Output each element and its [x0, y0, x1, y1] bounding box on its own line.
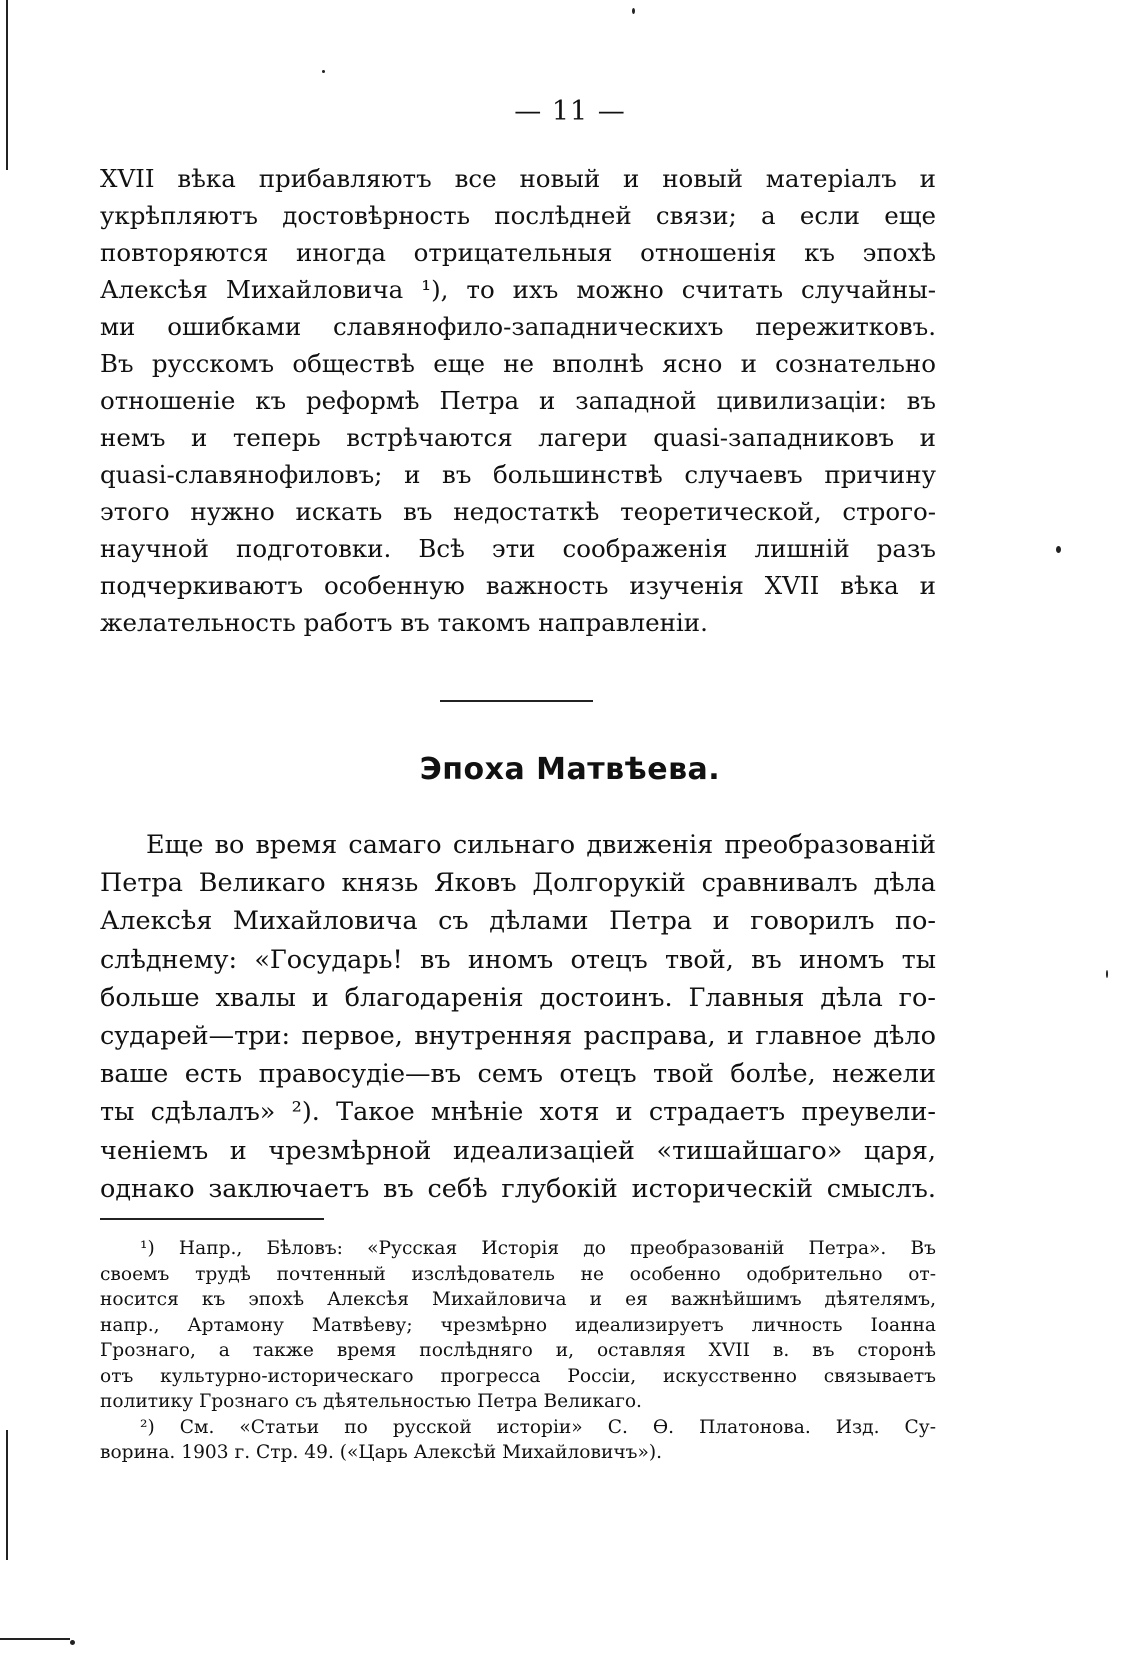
footnotes	[100, 1236, 936, 1466]
footnote-1-line	[100, 1236, 936, 1262]
text-line: ваше есть правосудіе—въ семъ отецъ твой болѣе, нежели	[100, 1059, 936, 1090]
footnote-2-text: См. «Статьи по русской исторіи» С. Ѳ. Платонова. Изд. Су-	[179, 1416, 936, 1438]
text-line: сударей—три: первое, внутренняя расправа, и главное дѣло	[100, 1021, 936, 1052]
scan-speck	[1056, 546, 1061, 553]
text-line: немъ и теперь встрѣчаются лагери quasi-западниковъ и	[100, 423, 936, 452]
text-line: слѣднему: «Государь! въ иномъ отецъ твой, въ иномъ ты	[100, 944, 936, 975]
scan-speck	[322, 70, 325, 73]
text-line: ченіемъ и чрезмѣрной идеализаціей «тишайшаго» царя,	[100, 1135, 936, 1166]
text-line: однако заключаетъ въ себѣ глубокій историческій смыслъ.	[100, 1173, 936, 1204]
text-line	[100, 826, 936, 864]
footnote-1-text: Напр., Бѣловъ: «Русская Исторія до преобразованій Петра». Въ	[178, 1238, 936, 1259]
text-line: Петра Великаго князь Яковъ Долгорукій сравнивалъ дѣла	[100, 868, 936, 899]
section-title: Эпоха Матвѣева.	[419, 752, 721, 787]
footnote-1-line: Грознаго, а также время послѣдняго и, оставляя XVII в. въ сторонѣ	[100, 1340, 936, 1361]
scan-speck	[1106, 970, 1108, 978]
footnote-divider	[100, 1218, 324, 1220]
footnote-1-line: политику Грознаго съ дѣятельностью Петра Великаго.	[100, 1391, 642, 1412]
scan-edge-left-top	[6, 0, 8, 170]
scan-edge-left-bottom	[6, 1430, 8, 1560]
text-line: XVII вѣка прибавляютъ все новый и новый матеріалъ и	[100, 164, 936, 193]
text-line: желательность работъ въ такомъ направленіи.	[100, 608, 708, 637]
footnote-1-line: напр., Артамону Матвѣеву; чрезмѣрно идеализируетъ личность Іоанна	[100, 1314, 936, 1336]
text-line: Алексѣя Михайловича ¹), то ихъ можно считать случайны-	[100, 275, 936, 304]
paragraph-opening	[100, 826, 936, 1208]
footnote-2-marker: ²)	[140, 1416, 155, 1438]
text-line: отношеніе къ реформѣ Петра и западной цивилизаціи: въ	[100, 386, 936, 415]
text-line: больше хвалы и благодаренія достоинъ. Главныя дѣла го-	[100, 982, 936, 1013]
text-line: quasi-славянофиловъ; и въ большинствѣ случаевъ причину	[100, 460, 936, 489]
text-line: этого нужно искать въ недостаткѣ теоретической, строго-	[100, 497, 936, 526]
text-line: повторяются иногда отрицательныя отношенія къ эпохѣ	[100, 238, 936, 267]
footnote-1-line: своемъ трудѣ почтенный изслѣдователь не особенно одобрительно от-	[100, 1263, 936, 1285]
text-line: ты сдѣлалъ» ²). Такое мнѣніе хотя и страдаетъ преувели-	[100, 1097, 936, 1128]
text-line: научной подготовки. Всѣ эти соображенія лишній разъ	[100, 534, 936, 563]
footnote-2-line	[100, 1415, 936, 1441]
footnote-1-line: отъ культурно-историческаго прогресса Россіи, искусственно связываетъ	[100, 1365, 936, 1387]
page-number: — 11 —	[514, 96, 626, 127]
section-divider	[440, 700, 593, 702]
text-line: ми ошибками славянофило-западническихъ пережитковъ.	[100, 312, 936, 341]
scan-speck	[632, 8, 635, 14]
text-line: подчеркиваютъ особенную важность изученія XVII вѣка и	[100, 571, 936, 600]
scan-edge-bottom-line	[0, 1638, 70, 1640]
text-line: укрѣпляютъ достовѣрность послѣдней связи; а если еще	[100, 201, 936, 230]
scan-speck	[70, 1640, 75, 1645]
footnote-1-marker: ¹)	[140, 1238, 155, 1259]
paragraph-continuation	[100, 160, 936, 641]
footnote-1-line: носится къ эпохѣ Алексѣя Михайловича и ея важнѣйшимъ дѣятелямъ,	[100, 1289, 936, 1310]
text-line: Въ русскомъ обществѣ еще не вполнѣ ясно и сознательно	[100, 349, 936, 378]
text-line-content: Еще во время самаго сильнаго движенія преобразованій	[146, 830, 936, 860]
footnote-2-line: ворина. 1903 г. Стр. 49. («Царь Алексѣй Михайловичъ»).	[100, 1442, 663, 1463]
text-line: Алексѣя Михайловича съ дѣлами Петра и говорилъ по-	[100, 906, 936, 937]
